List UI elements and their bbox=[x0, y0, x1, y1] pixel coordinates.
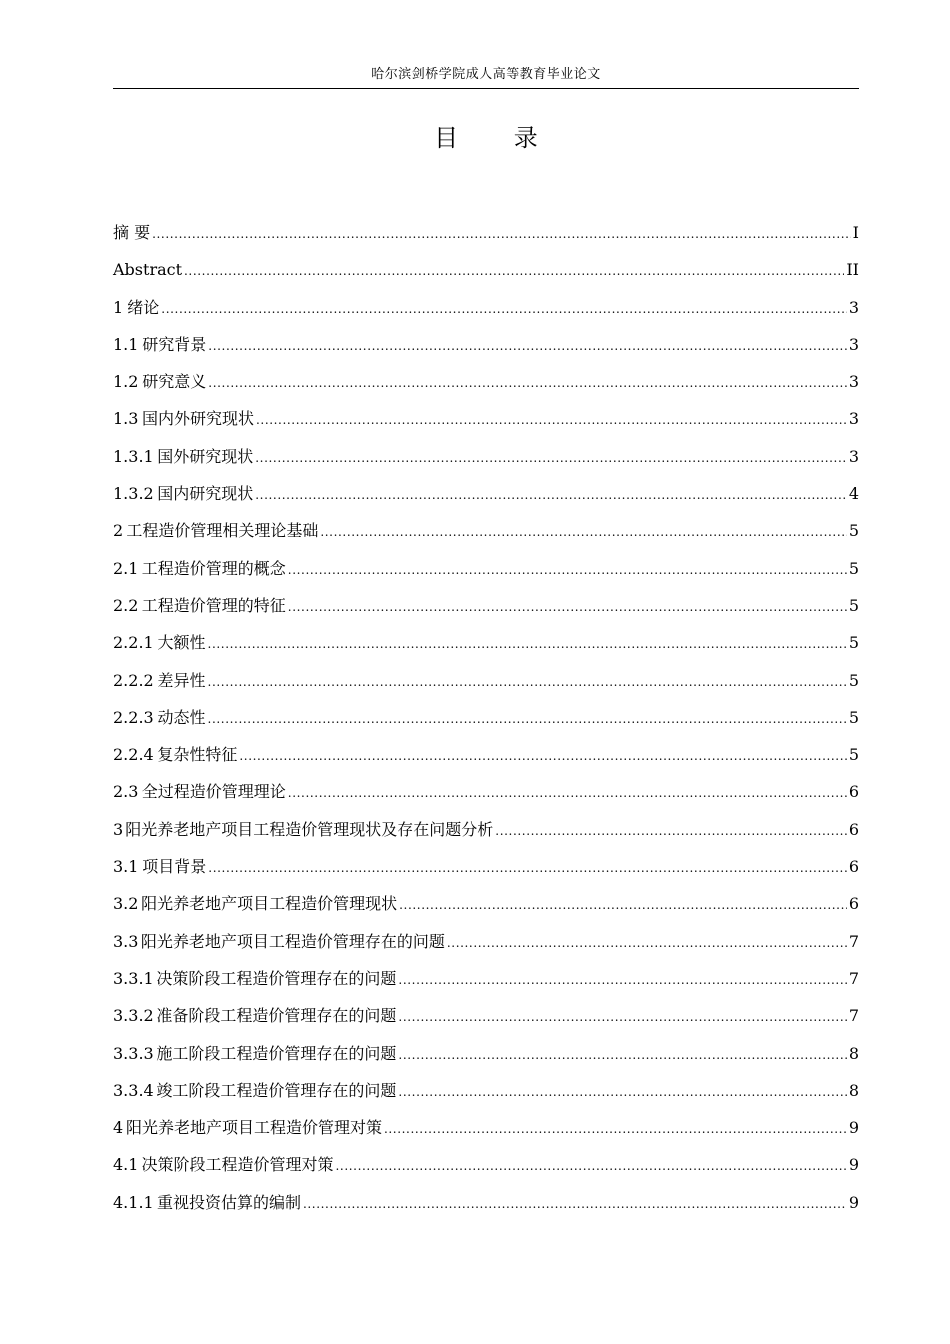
toc-entry-number: 3.3.3 bbox=[113, 1043, 154, 1063]
toc-entry-number: 3 bbox=[113, 819, 124, 839]
toc-entry[interactable] bbox=[113, 406, 859, 443]
toc-entry-page: 5 bbox=[848, 558, 859, 578]
toc-leader-dots bbox=[208, 855, 847, 881]
toc-entry-number: 2.2.1 bbox=[113, 633, 154, 653]
toc-entry-page: 6 bbox=[848, 782, 859, 802]
toc-entry-page: 6 bbox=[848, 857, 859, 877]
toc-leader-dots bbox=[447, 930, 847, 956]
toc-entry[interactable] bbox=[113, 929, 859, 966]
toc-entry[interactable] bbox=[113, 966, 859, 1003]
toc-entry[interactable] bbox=[113, 369, 859, 406]
toc-entry-page: 5 bbox=[848, 633, 859, 653]
toc-entry-page: 5 bbox=[848, 707, 859, 727]
toc-leader-dots bbox=[288, 780, 847, 806]
toc-leader-dots bbox=[398, 1079, 846, 1105]
toc-entry-number: 2.3 bbox=[113, 782, 139, 802]
toc-leader-dots bbox=[495, 818, 847, 844]
toc-leader-dots bbox=[398, 967, 846, 993]
toc-entry-page: 5 bbox=[848, 745, 859, 765]
toc-title: 目 录 bbox=[434, 124, 562, 152]
toc-leader-dots bbox=[384, 1116, 847, 1142]
toc-entry[interactable] bbox=[113, 630, 859, 667]
toc-entry-label: 工程造价管理的特征 bbox=[141, 595, 286, 615]
toc-leader-dots bbox=[320, 519, 846, 545]
toc-entry-number: 2.2.4 bbox=[113, 745, 154, 765]
toc-entry-label: 国外研究现状 bbox=[157, 446, 254, 466]
toc-entry-label: 研究意义 bbox=[142, 372, 207, 392]
toc-entry-page: 5 bbox=[848, 670, 859, 690]
toc-entry[interactable] bbox=[113, 295, 859, 332]
toc-entry-label: 重视投资估算的编制 bbox=[156, 1192, 301, 1212]
toc-entry-page: 8 bbox=[848, 1043, 859, 1063]
toc-leader-dots bbox=[288, 594, 847, 620]
toc-entry-number: 1 bbox=[113, 297, 124, 317]
toc-entry[interactable] bbox=[113, 257, 859, 294]
toc-entry-number: 4.1.1 bbox=[113, 1192, 154, 1212]
toc-entry-page: 9 bbox=[848, 1118, 859, 1138]
toc-leader-dots bbox=[239, 743, 846, 769]
toc-entry-label: 阳光养老地产项目工程造价管理现状及存在问题分析 bbox=[125, 819, 494, 839]
toc-entry[interactable] bbox=[113, 1078, 859, 1115]
toc-entry-page: 5 bbox=[848, 521, 859, 541]
toc-leader-dots bbox=[399, 892, 847, 918]
toc-leader-dots bbox=[255, 482, 847, 508]
toc-entry-number: 3.3.4 bbox=[113, 1080, 154, 1100]
toc-entry-number: 1.3.1 bbox=[113, 446, 154, 466]
toc-entry-number: 3.3.1 bbox=[113, 968, 154, 988]
toc-entry-label: 国内研究现状 bbox=[157, 484, 254, 504]
toc-entry[interactable] bbox=[113, 1152, 859, 1189]
toc-entry-page: 9 bbox=[848, 1192, 859, 1212]
toc-entry[interactable] bbox=[113, 668, 859, 705]
toc-entry[interactable] bbox=[113, 518, 859, 555]
toc-entry-label: 摘 要 bbox=[113, 223, 151, 242]
toc-entry-label: 竣工阶段工程造价管理存在的问题 bbox=[156, 1080, 397, 1100]
toc-entry[interactable] bbox=[113, 779, 859, 816]
toc-entry-number: 4 bbox=[113, 1118, 124, 1138]
toc-entry[interactable] bbox=[113, 705, 859, 742]
toc-leader-dots bbox=[184, 258, 844, 284]
toc-entry-number: 2.1 bbox=[113, 558, 139, 578]
toc-entry-label: 决策阶段工程造价管理存在的问题 bbox=[156, 968, 397, 988]
toc-entry[interactable] bbox=[113, 817, 859, 854]
toc-entry-number: 2.2 bbox=[113, 595, 139, 615]
toc-entry-label: 阳光养老地产项目工程造价管理现状 bbox=[141, 894, 398, 914]
toc-entry[interactable] bbox=[113, 220, 859, 257]
toc-entry-label: 大额性 bbox=[157, 633, 206, 653]
toc-entry-label: 阳光养老地产项目工程造价管理对策 bbox=[125, 1118, 382, 1138]
toc-entry-page: 3 bbox=[848, 297, 859, 317]
toc-leader-dots bbox=[256, 407, 847, 433]
toc-leader-dots bbox=[208, 631, 847, 657]
toc-entry-number: 3.3.2 bbox=[113, 1006, 154, 1026]
toc-entry-label: 决策阶段工程造价管理对策 bbox=[141, 1155, 334, 1175]
toc-leader-dots bbox=[208, 669, 847, 695]
toc-entry-page: 5 bbox=[848, 595, 859, 615]
toc-entry[interactable] bbox=[113, 1115, 859, 1152]
toc-leader-dots bbox=[398, 1004, 846, 1030]
toc-entry-page: 6 bbox=[848, 894, 859, 914]
toc-leader-dots bbox=[208, 333, 847, 359]
toc-leader-dots bbox=[152, 221, 851, 247]
toc-entry[interactable] bbox=[113, 556, 859, 593]
toc-entry-page: 7 bbox=[848, 931, 859, 951]
toc-entry-number: 1.2 bbox=[113, 372, 139, 392]
toc-entry-label: 项目背景 bbox=[142, 857, 207, 877]
table-of-contents bbox=[113, 220, 859, 1227]
toc-entry-number: 4.1 bbox=[113, 1155, 139, 1175]
toc-entry-page: 3 bbox=[848, 334, 859, 354]
toc-entry-page: 6 bbox=[848, 819, 859, 839]
toc-entry-label: 工程造价管理的概念 bbox=[141, 558, 286, 578]
toc-entry[interactable] bbox=[113, 891, 859, 928]
toc-entry-page: I bbox=[852, 223, 859, 242]
toc-entry-page: 9 bbox=[848, 1155, 859, 1175]
toc-entry-page: 8 bbox=[848, 1080, 859, 1100]
toc-entry[interactable] bbox=[113, 1190, 859, 1227]
toc-entry-label: 国内外研究现状 bbox=[141, 409, 254, 429]
toc-entry-label: 绪论 bbox=[127, 297, 160, 317]
toc-entry-label: 全过程造价管理理论 bbox=[141, 782, 286, 802]
toc-entry[interactable] bbox=[113, 332, 859, 369]
toc-entry[interactable] bbox=[113, 1003, 859, 1040]
toc-entry-number: 2.2.2 bbox=[113, 670, 154, 690]
toc-entry[interactable] bbox=[113, 1041, 859, 1078]
toc-leader-dots bbox=[288, 557, 847, 583]
toc-entry-label: 准备阶段工程造价管理存在的问题 bbox=[156, 1006, 397, 1026]
toc-leader-dots bbox=[208, 370, 847, 396]
toc-entry-page: 4 bbox=[848, 484, 859, 504]
toc-leader-dots bbox=[255, 445, 847, 471]
toc-entry-number: 3.3 bbox=[113, 931, 139, 951]
toc-entry-number: 2.2.3 bbox=[113, 707, 154, 727]
toc-entry-label: 研究背景 bbox=[142, 334, 207, 354]
toc-entry-label: 差异性 bbox=[157, 670, 206, 690]
toc-leader-dots bbox=[303, 1191, 847, 1217]
toc-entry-page: 7 bbox=[848, 1006, 859, 1026]
toc-entry-number: 1.1 bbox=[113, 334, 139, 354]
toc-entry-number: 2 bbox=[113, 521, 124, 541]
toc-leader-dots bbox=[398, 1042, 846, 1068]
toc-entry[interactable] bbox=[113, 854, 859, 891]
toc-entry-page: 7 bbox=[848, 968, 859, 988]
toc-entry-label: 复杂性特征 bbox=[157, 745, 238, 765]
toc-entry[interactable] bbox=[113, 593, 859, 630]
toc-entry[interactable] bbox=[113, 742, 859, 779]
toc-entry-number: 3.1 bbox=[113, 857, 139, 877]
toc-entry-page: 3 bbox=[848, 372, 859, 392]
toc-entry-page: 3 bbox=[848, 409, 859, 429]
toc-entry[interactable] bbox=[113, 444, 859, 481]
toc-entry[interactable] bbox=[113, 481, 859, 518]
toc-leader-dots bbox=[336, 1153, 847, 1179]
toc-entry-number: 1.3 bbox=[113, 409, 139, 429]
toc-leader-dots bbox=[208, 706, 847, 732]
toc-entry-label: Abstract bbox=[113, 260, 183, 280]
toc-entry-label: 工程造价管理相关理论基础 bbox=[126, 521, 319, 541]
toc-entry-page: 3 bbox=[848, 446, 859, 466]
toc-entry-number: 1.3.2 bbox=[113, 484, 154, 504]
toc-entry-page: II bbox=[846, 260, 859, 280]
running-header: 哈尔滨剑桥学院成人高等教育毕业论文 bbox=[371, 67, 601, 82]
toc-leader-dots bbox=[161, 296, 847, 322]
toc-entry-label: 动态性 bbox=[157, 707, 206, 727]
toc-entry-label: 施工阶段工程造价管理存在的问题 bbox=[156, 1043, 397, 1063]
toc-entry-label: 阳光养老地产项目工程造价管理存在的问题 bbox=[140, 931, 445, 951]
header-rule bbox=[113, 88, 859, 89]
toc-entry-number: 3.2 bbox=[113, 894, 139, 914]
